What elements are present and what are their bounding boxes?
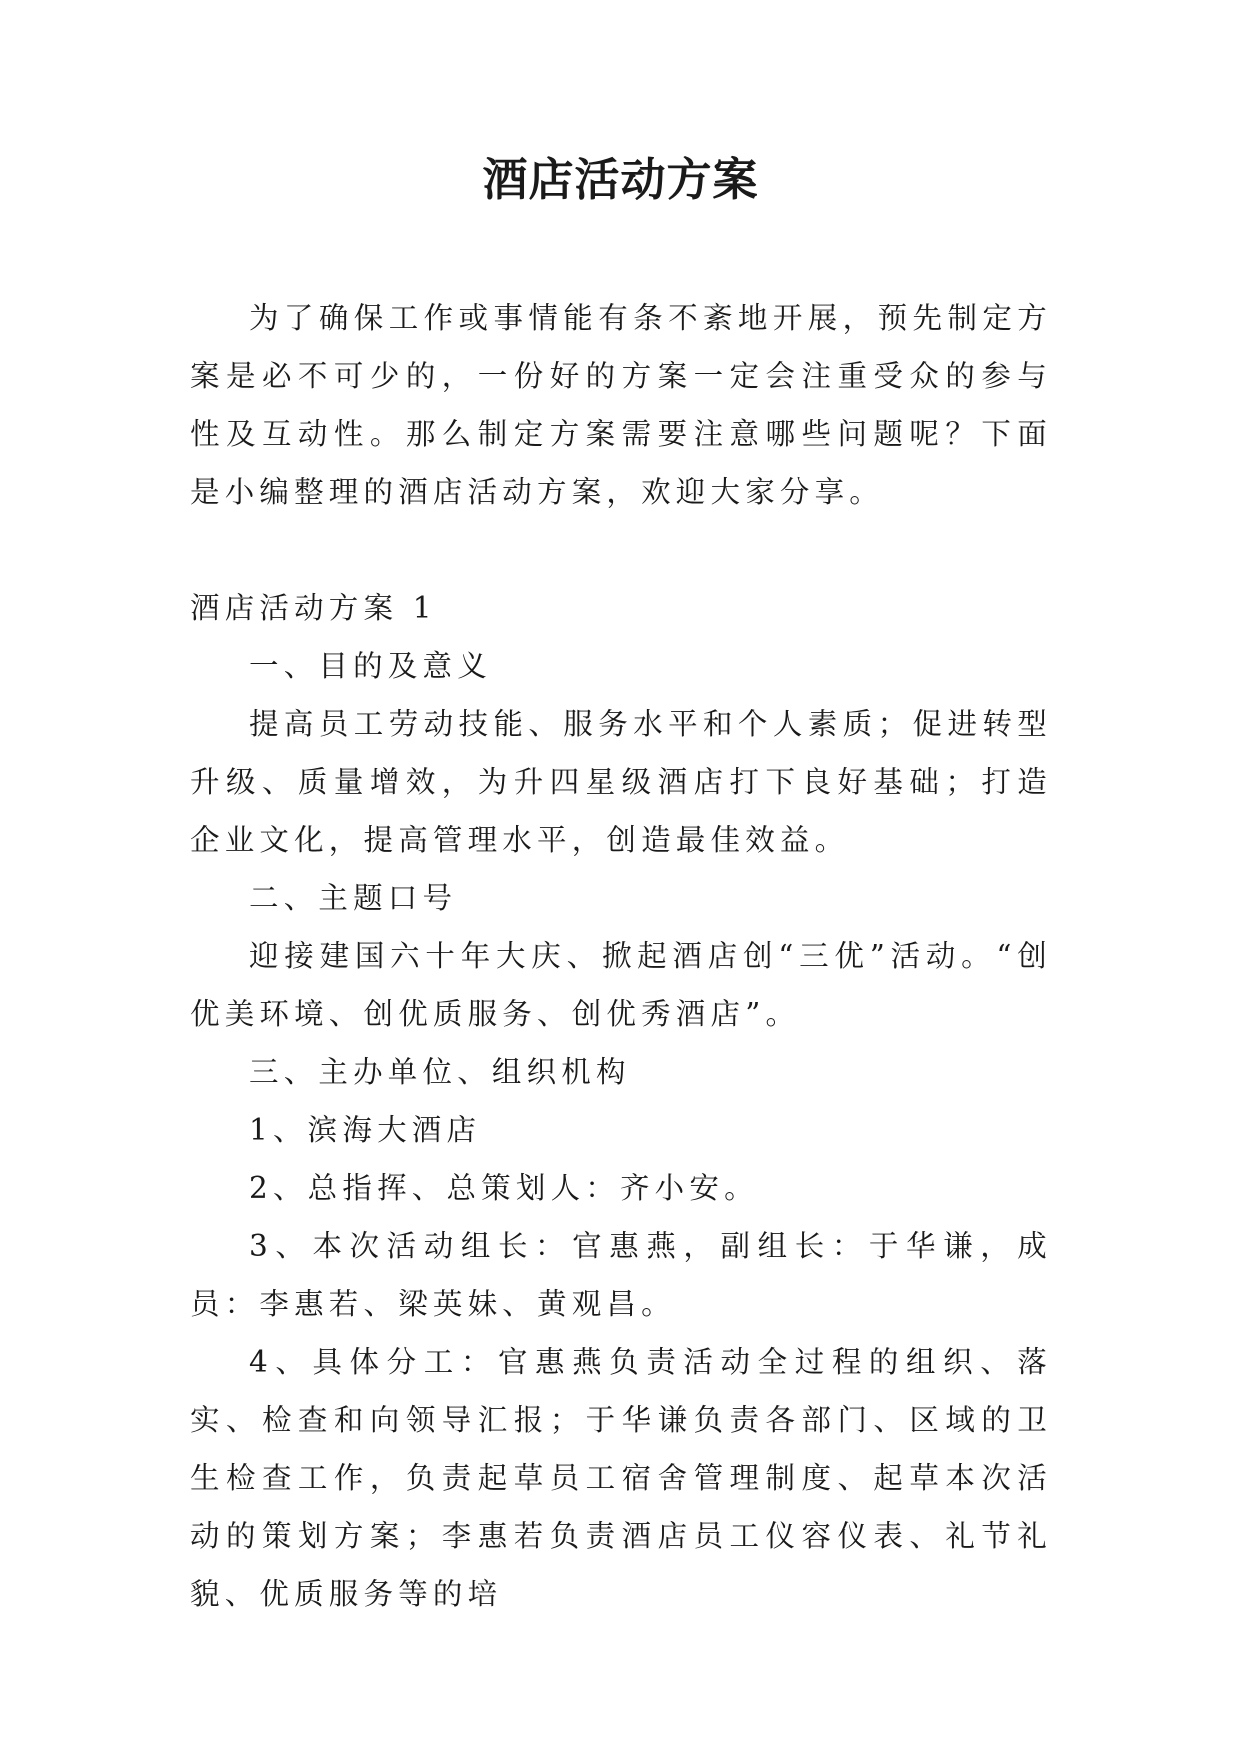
heading-organizers: 三、主办单位、组织机构 xyxy=(249,1055,631,1089)
list-item-duties: 4、具体分工：官惠燕负责活动全过程的组织、落实、检查和向领导汇报；于华谦负责各部门、区域的卫生检查工作，负责起草员工宿舍管理制度、起草本次活动的策划方案；李惠若负责酒店员工仪容仪表、礼节礼貌、优质服务等的培 xyxy=(190,1345,1052,1611)
section-title: 酒店活动方案 1 xyxy=(190,591,437,625)
list-item-commander: 2、总指挥、总策划人：齐小安。 xyxy=(249,1171,759,1205)
heading-purpose: 一、目的及意义 xyxy=(249,649,492,683)
paragraph-slogan: 迎接建国六十年大庆、掀起酒店创“三优”活动。“创优美环境、创优质服务、创优秀酒店”。 xyxy=(190,939,1052,1031)
document-body xyxy=(190,289,1052,1623)
paragraph-spacer xyxy=(190,521,1052,579)
paragraph-purpose: 提高员工劳动技能、服务水平和个人素质；促进转型升级、质量增效，为升四星级酒店打下良好基础；打造企业文化，提高管理水平，创造最佳效益。 xyxy=(190,707,1052,857)
intro-paragraph: 为了确保工作或事情能有条不紊地开展，预先制定方案是必不可少的，一份好的方案一定会注重受众的参与性及互动性。那么制定方案需要注意哪些问题呢？下面是小编整理的酒店活动方案，欢迎大家分享。 xyxy=(190,301,1052,509)
heading-slogan: 二、主题口号 xyxy=(249,881,458,915)
list-item-organizer: 1、滨海大酒店 xyxy=(249,1113,482,1147)
document-title: 酒店活动方案 xyxy=(482,153,759,206)
list-item-team: 3、本次活动组长：官惠燕，副组长：于华谦，成员：李惠若、梁英妹、黄观昌。 xyxy=(190,1229,1052,1321)
